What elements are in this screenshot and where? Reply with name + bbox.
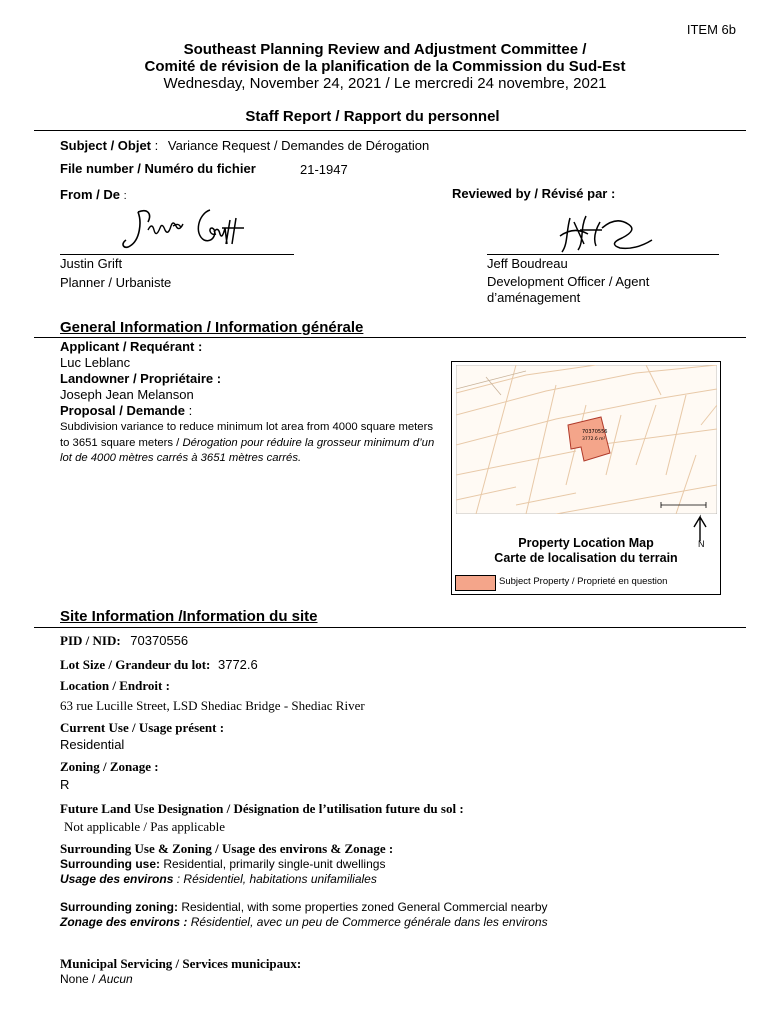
location-map-box xyxy=(451,361,721,595)
servicing-value-fr: Aucun xyxy=(98,972,133,986)
surrounding-zoning-value-en: Residential, with some properties zoned General Commercial nearby xyxy=(181,900,548,914)
parcel-label-1: 70370556 xyxy=(582,429,608,435)
from-sep: : xyxy=(123,190,127,202)
subject-sep: : xyxy=(154,138,159,153)
applicant-label: Applicant / Requérant : xyxy=(60,339,203,354)
current-use-value: Residential xyxy=(60,737,125,752)
pid-row xyxy=(60,633,188,649)
meeting-date: Wednesday, November 24, 2021 / Le mercredi 24 novembre, 2021 xyxy=(163,75,607,92)
from-name: Justin Grift xyxy=(60,256,123,271)
from-label: From / De xyxy=(60,187,120,202)
surrounding-use-label-fr: Usage des environs xyxy=(60,872,174,886)
from-title: Planner / Urbaniste xyxy=(60,275,172,290)
servicing-label: Municipal Servicing / Services municipaux: xyxy=(60,956,302,971)
report-title: Staff Report / Rapport du personnel xyxy=(245,108,500,125)
lot-row xyxy=(60,657,258,673)
landowner-value: Joseph Jean Melanson xyxy=(60,387,194,402)
from-row xyxy=(60,187,127,202)
title-divider xyxy=(34,130,746,131)
surrounding-use-en xyxy=(60,857,385,871)
proposal-text-fr: Dérogation pour réduire la grosseur minimum d’un lot de 4000 mètres carrés à 3651 mètres carrés. xyxy=(60,436,435,464)
lot-label: Lot Size / Grandeur du lot: xyxy=(60,657,211,672)
file-label: File number / Numéro du fichier xyxy=(60,161,256,176)
parcel-label-2: 3772.6 m² xyxy=(582,437,606,442)
surrounding-zoning-label-en: Surrounding zoning: xyxy=(60,900,178,914)
applicant-value: Luc Leblanc xyxy=(60,355,131,370)
proposal-label: Proposal / Demande xyxy=(60,403,185,418)
pid-label: PID / NID: xyxy=(60,633,121,648)
surrounding-use-value-en: Residential, primarily single-unit dwellings xyxy=(163,857,386,871)
signature-justin-grift xyxy=(118,200,248,256)
legend-swatch xyxy=(455,575,496,591)
landowner-label: Landowner / Propriétaire : xyxy=(60,371,222,386)
current-use-label: Current Use / Usage présent : xyxy=(60,720,225,735)
subject-row xyxy=(60,138,429,153)
reviewer-title-line1: Development Officer / Agent xyxy=(487,274,650,289)
surrounding-label: Surrounding Use & Zoning / Usage des environs & Zonage : xyxy=(60,841,394,856)
general-info-heading: General Information / Information générale xyxy=(60,319,364,336)
reviewed-label: Reviewed by / Révisé par : xyxy=(452,186,616,201)
from-signature-line xyxy=(60,254,294,255)
item-number: ITEM 6b xyxy=(686,22,736,37)
reviewed-signature-line xyxy=(487,254,719,255)
signature-jeff-boudreau xyxy=(550,208,660,256)
location-value: 63 rue Lucille Street, LSD Shediac Bridge - Shediac River xyxy=(60,698,365,713)
zoning-value: R xyxy=(60,777,70,792)
surrounding-use-value-fr: : Résidentiel, habitations unifamiliales xyxy=(176,872,377,886)
proposal-text xyxy=(60,420,440,467)
surrounding-use-label-en: Surrounding use: xyxy=(60,857,160,871)
reviewer-name: Jeff Boudreau xyxy=(487,256,568,271)
site-info-heading: Site Information /Information du site xyxy=(60,608,318,625)
servicing-value-en: None / xyxy=(60,972,96,986)
surrounding-zoning-en xyxy=(60,900,548,914)
location-map xyxy=(456,365,717,514)
map-title: Property Location Map xyxy=(518,536,654,550)
map-subtitle: Carte de localisation du terrain xyxy=(494,551,678,565)
subject-value: Variance Request / Demandes de Dérogation xyxy=(167,138,430,153)
future-land-use-label: Future Land Use Designation / Désignation de l’utilisation future du sol : xyxy=(60,801,464,816)
legend-label: Subject Property / Proprieté en question xyxy=(499,576,668,587)
general-divider xyxy=(34,337,746,338)
surrounding-zoning-fr xyxy=(60,915,548,929)
location-label: Location / Endroit : xyxy=(60,678,170,693)
committee-title-en: Southeast Planning Review and Adjustment Committee / xyxy=(183,41,587,58)
proposal-row xyxy=(60,403,192,418)
proposal-text-en: Subdivision variance to reduce minimum lot area from 4000 square meters to 3651 square meters / xyxy=(60,421,433,449)
subject-label: Subject / Objet xyxy=(60,138,152,153)
surrounding-use-fr xyxy=(60,872,377,886)
site-divider xyxy=(34,627,746,628)
surrounding-zoning-label-fr: Zonage des environs : xyxy=(60,915,188,929)
proposal-sep: : xyxy=(188,403,193,418)
north-label: N xyxy=(698,539,705,549)
future-land-use-value: Not applicable / Pas applicable xyxy=(64,819,226,834)
file-value: 21-1947 xyxy=(300,162,348,177)
reviewer-title-line2: d’aménagement xyxy=(487,290,581,305)
zoning-label: Zoning / Zonage : xyxy=(60,759,159,774)
committee-title-fr: Comité de révision de la planification de la Commission du Sud-Est xyxy=(144,58,626,75)
surrounding-zoning-value-fr: Résidentiel, avec un peu de Commerce générale dans les environs xyxy=(190,915,548,929)
lot-value: 3772.6 xyxy=(217,657,258,672)
pid-value: 70370556 xyxy=(130,633,189,648)
servicing-row xyxy=(60,972,133,986)
